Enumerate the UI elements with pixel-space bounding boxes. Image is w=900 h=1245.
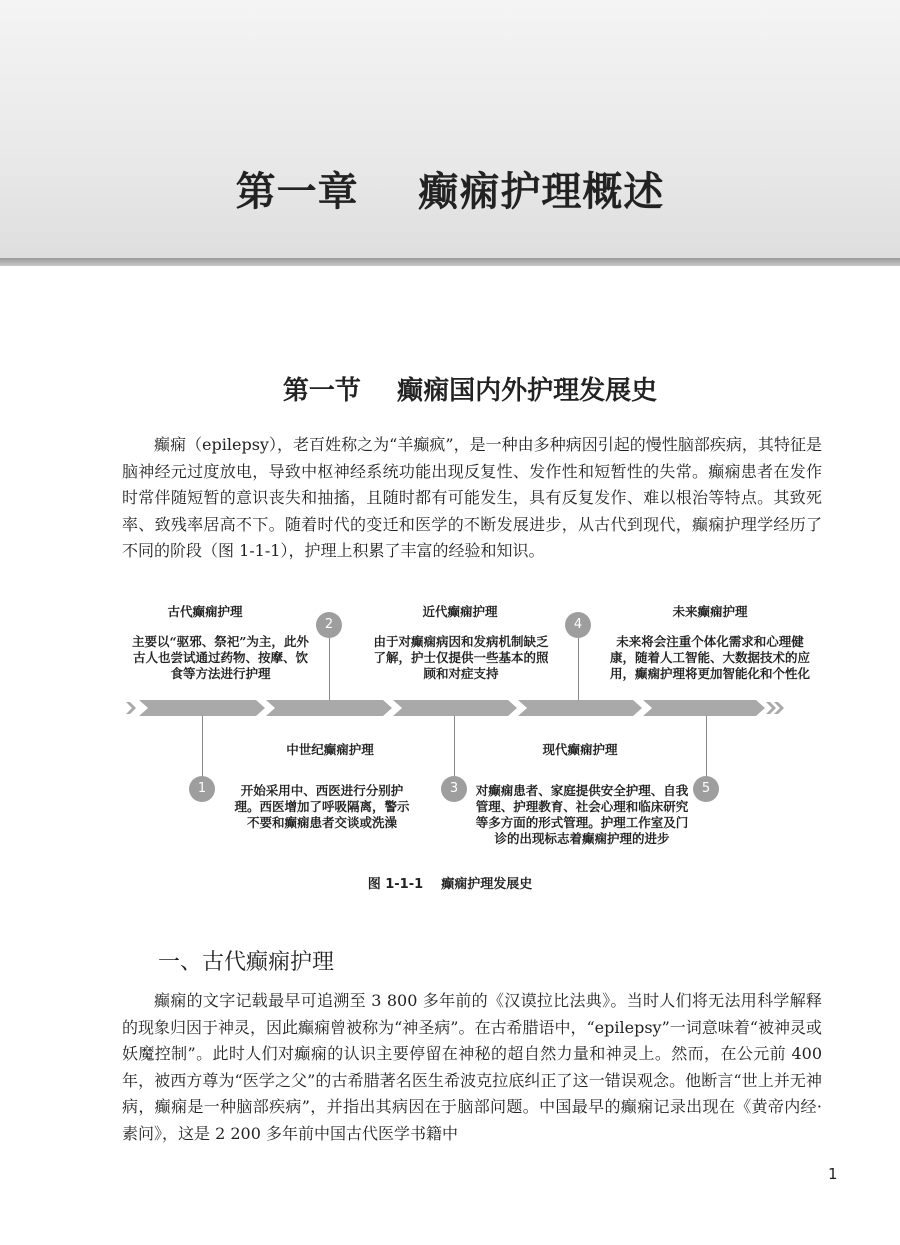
timeline-segment xyxy=(139,700,265,716)
subsection-heading: 一、古代癫痫护理 xyxy=(158,950,335,975)
stage-3-marker: 3 xyxy=(441,776,467,802)
timeline-segment xyxy=(518,700,642,716)
body-paragraph: 癫痫的文字记载最早可追溯至 3 800 多年前的《汉谟拉比法典》。当时人们将无法用科学解释的现象归因于神灵，因此癫痫曾被称为“神圣病”。在古希腊语中，“epilepsy”一词意味着“被神灵或妖魔控制”。此时人们对癫痫的认识主要停留在神秘的超自然力量和神灵上。然而，在公元前 400 年，被西方尊为“医学之父”的古希腊著名医生希波克拉底纠正了这一错误观念。他断言“世上并无神病，癫痫是一种脑部疾病”，并指出其病因在于脑部问题。中国最早的癫痫记录出现在《黄帝内经·素问》，这是 2 200 多年前中国古代医学书籍中 xyxy=(122,991,822,1143)
timeline-end-chevron xyxy=(766,702,776,714)
intro-paragraph: 癫痫（epilepsy），老百姓称之为“羊癫疯”，是一种由多种病因引起的慢性脑部疾病，其特征是脑神经元过度放电，导致中枢神经系统功能出现反复性、发作性和短暂性的失常。癫痫患者在发作时常伴随短暂的意识丧失和抽搐，且随时都有可能发生，具有反复发作、难以根治等特点。其致死率、致残率居高不下。随着时代的变迁和医学的不断发展进步，从古代到现代，癫痫护理学经历了不同的阶段（图 1-1-1），护理上积累了丰富的经验和知识。 xyxy=(122,435,822,560)
stage-2-title: 中世纪癫痫护理 xyxy=(286,742,374,757)
stage-2-description: 开始采用中、西医进行分别护理。西医增加了呼吸隔离，警示不要和癫痫患者交谈或洗澡 xyxy=(234,783,410,830)
stage-1-marker: 1 xyxy=(189,776,215,802)
timeline-segment xyxy=(393,700,517,716)
chapter-header-band xyxy=(0,0,900,258)
stage-1-description: 主要以“驱邪、祭祀”为主，此外古人也尝试通过药物、按摩、饮食等方法进行护理 xyxy=(132,634,309,681)
stage-3-title: 近代癫痫护理 xyxy=(422,604,498,619)
stage-1-connector xyxy=(202,716,203,776)
section-title: 第一节 癫痫国内外护理发展史 xyxy=(282,376,658,406)
timeline-start-chevron xyxy=(126,702,136,714)
stage-3-description: 由于对癫痫病因和发病机制缺乏了解，护士仅提供一些基本的照顾和对症支持 xyxy=(373,634,549,681)
stage-4-title: 现代癫痫护理 xyxy=(542,742,618,757)
stage-5-connector xyxy=(706,716,707,776)
stage-1-title: 古代癫痫护理 xyxy=(167,604,243,619)
chapter-title: 第一章 癫痫护理概述 xyxy=(235,169,665,215)
stage-2-connector xyxy=(329,638,330,700)
stage-4-description: 对癫痫患者、家庭提供安全护理、自我管理、护理教育、社会心理和临床研究等多方面的形式管理。护理工作室及门诊的出现标志着癫痫护理的进步 xyxy=(475,783,689,846)
stage-5-title: 未来癫痫护理 xyxy=(672,604,748,619)
stage-4-marker: 4 xyxy=(565,612,591,638)
timeline-segment xyxy=(643,700,765,716)
stage-3-connector xyxy=(454,716,455,776)
stage-2-marker: 2 xyxy=(316,612,342,638)
page-number: 1 xyxy=(828,1165,838,1183)
stage-5-marker: 5 xyxy=(693,776,719,802)
figure-caption: 图 1-1-1 癫痫护理发展史 xyxy=(367,877,533,892)
timeline-segment xyxy=(266,700,392,716)
stage-5-description: 未来将会注重个体化需求和心理健康，随着人工智能、大数据技术的应用，癫痫护理将更加智能化和个性化 xyxy=(610,634,811,681)
timeline-figure xyxy=(0,590,900,870)
header-divider xyxy=(0,258,900,266)
stage-4-connector xyxy=(578,638,579,700)
